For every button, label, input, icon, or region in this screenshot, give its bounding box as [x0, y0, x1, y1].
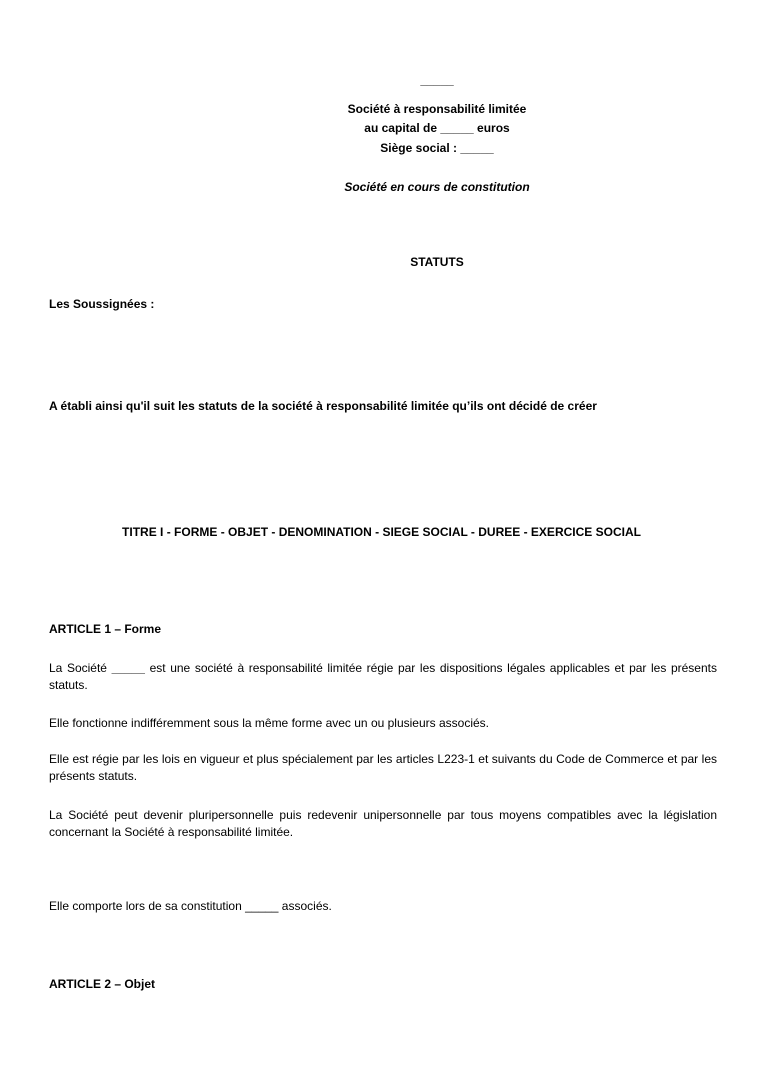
article-2-heading: ARTICLE 2 – Objet: [49, 977, 156, 991]
company-name-blank-inline: _____: [111, 661, 145, 675]
document-title: STATUTS: [410, 255, 464, 269]
article-1-paragraph-1: [49, 660, 717, 694]
article-1-heading: ARTICLE 1 – Forme: [49, 622, 162, 636]
article-1-paragraph-4: La Société peut devenir pluripersonnelle puis redevenir unipersonnelle par tous moyens compatibles avec la législation concernant la Société à responsabilité limitée.: [49, 808, 717, 839]
signatories-label: Les Soussignées :: [49, 297, 155, 311]
seat-line: Siège social : _____: [380, 141, 494, 155]
article-1-paragraph-3: Elle est régie par les lois en vigueur et plus spécialement par les articles L223-1 et suivants du Code de Commerce et par les présents statuts.: [49, 752, 717, 783]
constitution-status: Société en cours de constitution: [344, 180, 530, 194]
paragraph-text: est une société à responsabilité limitée régie par les dispositions légales applicables et par les présents statuts.: [49, 661, 717, 692]
capital-line: au capital de _____ euros: [364, 121, 510, 135]
article-1-paragraph-2: Elle fonctionne indifféremment sous la même forme avec un ou plusieurs associés.: [49, 716, 489, 730]
paragraph-text: La Société: [49, 661, 112, 675]
company-name-blank: _____: [420, 73, 454, 87]
preamble: A établi ainsi qu'il suit les statuts de la société à responsabilité limitée qu’ils ont décidé de créer: [49, 399, 597, 413]
article-1-paragraph-5: Elle comporte lors de sa constitution _____ associés.: [49, 899, 332, 913]
legal-form: Société à responsabilité limitée: [347, 102, 527, 116]
titre-1-heading: TITRE I - FORME - OBJET - DENOMINATION - SIEGE SOCIAL - DUREE - EXERCICE SOCIAL: [122, 525, 641, 539]
